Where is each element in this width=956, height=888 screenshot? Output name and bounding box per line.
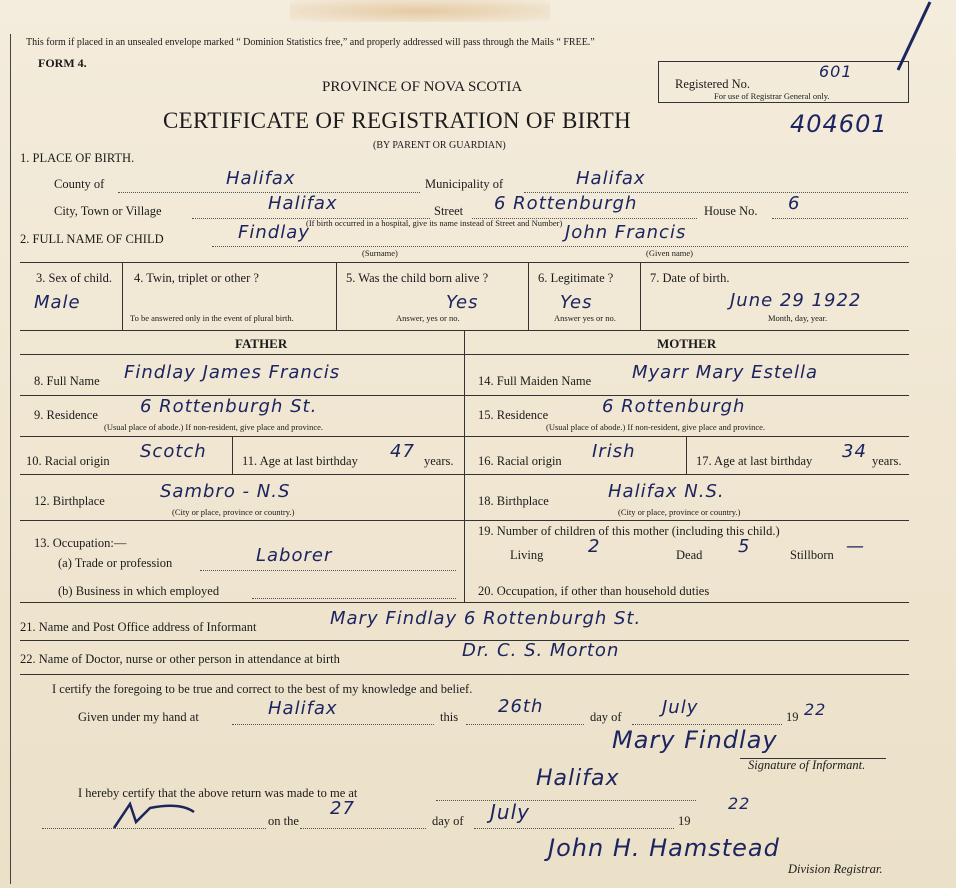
mother-residence-value: 6 Rottenburgh [602, 396, 746, 417]
county-value: Halifax [226, 168, 296, 189]
row3-divider-3 [528, 262, 529, 330]
child-given-name: John Francis [565, 222, 687, 243]
mail-notice: This form if placed in an unsealed envelope marked “ Dominion Statistics free,” and properly addressed will pass through the Mails “ FREE.” [26, 37, 595, 48]
registrar-left-line [42, 828, 266, 829]
year-prefix: 19 [786, 710, 799, 724]
twin-note: To be answered only in the event of plural birth. [130, 313, 294, 323]
alive-label: 5. Was the child born alive ? [346, 271, 489, 285]
mother-racial-label: 16. Racial origin [478, 454, 562, 468]
on-the-label: on the [268, 814, 299, 828]
row20-rule [20, 602, 909, 603]
registrar-day-line [300, 828, 426, 829]
legitimate-label: 6. Legitimate ? [538, 271, 614, 285]
father-age-value: 47 [390, 441, 415, 462]
dob-note: Month, day, year. [768, 313, 828, 323]
surname-note: (Surname) [362, 248, 398, 258]
mother-age-divider [686, 436, 687, 474]
row3-divider-2 [336, 262, 337, 330]
mother-birthplace-label: 18. Birthplace [478, 494, 549, 508]
twin-label: 4. Twin, triplet or other ? [134, 271, 259, 285]
informant-value: Mary Findlay 6 Rottenburgh St. [330, 608, 642, 629]
given-year-value: 22 [804, 700, 827, 719]
living-value: 2 [588, 536, 601, 557]
this-label: this [440, 710, 459, 724]
attendant-value: Dr. C. S. Morton [462, 640, 620, 661]
mother-residence-label: 15. Residence [478, 408, 549, 422]
registered-note: For use of Registrar General only. [714, 91, 830, 101]
father-name-value: Findlay James Francis [124, 362, 341, 383]
document-title: CERTIFICATE OF REGISTRATION OF BIRTH [163, 108, 632, 133]
alive-note: Answer, yes or no. [396, 313, 460, 323]
alive-value: Yes [446, 292, 479, 313]
given-day-value: 26th [498, 696, 544, 717]
father-occupation-label: 13. Occupation:— [34, 536, 127, 550]
hospital-note: (If birth occurred in a hospital, give its name instead of Street and Number) [306, 218, 563, 228]
registrar-month-value: July [490, 800, 530, 824]
stillborn-label: Stillborn [790, 548, 834, 562]
father-trade-value: Laborer [256, 545, 333, 566]
father-birthplace-note: (City or place, province or country.) [172, 507, 295, 517]
house-value: 6 [788, 193, 801, 214]
row10-rule [20, 474, 909, 475]
parents-divider [464, 330, 465, 602]
given-under-label: Given under my hand at [78, 710, 199, 724]
registrar-year-prefix: 19 [678, 814, 691, 828]
street-label: Street [434, 204, 464, 218]
mother-years-label: years. [872, 454, 902, 468]
city-value: Halifax [268, 193, 338, 214]
left-border [10, 34, 11, 884]
mother-birthplace-note: (City or place, province or country.) [618, 507, 741, 517]
living-label: Living [510, 548, 544, 562]
registrar-year-value: 22 [728, 794, 751, 813]
mother-birthplace-value: Halifax N.S. [608, 481, 725, 502]
mother-name-label: 14. Full Maiden Name [478, 374, 592, 388]
given-name-note: (Given name) [646, 248, 693, 258]
mother-heading: MOTHER [657, 336, 717, 351]
child-name-label: 2. FULL NAME OF CHILD [20, 232, 164, 246]
registrar-day-value: 27 [330, 798, 355, 819]
registered-box [658, 61, 909, 103]
row3-top-rule [20, 262, 909, 263]
stillborn-value: — [846, 536, 865, 557]
city-label: City, Town or Village [54, 204, 162, 218]
father-heading: FATHER [235, 336, 288, 351]
legitimate-value: Yes [560, 292, 593, 313]
form-number: FORM 4. [38, 56, 87, 70]
dead-label: Dead [676, 548, 703, 562]
given-month-value: July [662, 697, 699, 718]
informant-signature-label: Signature of Informant. [748, 758, 866, 772]
house-line [772, 218, 908, 219]
paper-stain [290, 0, 550, 22]
father-residence-label: 9. Residence [34, 408, 98, 422]
registrar-day-of-label: day of [432, 814, 464, 828]
father-residence-note: (Usual place of abode.) If non-resident, give place and province. [104, 422, 324, 432]
father-birthplace-value: Sambro - N.S [160, 481, 291, 502]
house-label: House No. [704, 204, 758, 218]
father-age-label: 11. Age at last birthday [242, 454, 358, 468]
municipality-label: Municipality of [425, 177, 504, 191]
mother-name-value: Myarr Mary Estella [632, 362, 818, 383]
sex-label: 3. Sex of child. [36, 271, 113, 285]
day-of-label: day of [590, 710, 622, 724]
row3-divider-4 [640, 262, 641, 330]
registrar-signature: John H. Hamstead [548, 834, 780, 862]
certificate-number: 404601 [790, 110, 888, 138]
mother-occupation-label: 20. Occupation, if other than household duties [478, 584, 710, 598]
given-day-line [466, 724, 584, 725]
street-value: 6 Rottenburgh [494, 193, 638, 214]
father-business-line [252, 598, 456, 599]
father-trade-line [200, 570, 456, 571]
dob-value: June 29 1922 [730, 290, 862, 311]
registered-label: Registered No. [675, 77, 750, 91]
division-registrar-label: Division Registrar. [788, 862, 883, 876]
father-residence-value: 6 Rottenburgh St. [140, 396, 318, 417]
child-surname: Findlay [238, 222, 310, 243]
father-racial-label: 10. Racial origin [26, 454, 110, 468]
registrar-statement: I hereby certify that the above return was made to me at [78, 786, 358, 800]
father-trade-label: (a) Trade or profession [58, 556, 173, 570]
informant-label: 21. Name and Post Office address of Informant [20, 620, 257, 634]
document-subtitle: (BY PARENT OR GUARDIAN) [373, 140, 506, 151]
certify-statement: I certify the foregoing to be true and correct to the best of my knowledge and belief. [52, 682, 473, 696]
dob-label: 7. Date of birth. [650, 271, 730, 285]
mother-age-label: 17. Age at last birthday [696, 454, 813, 468]
mother-residence-note: (Usual place of abode.) If non-resident, give place and province. [546, 422, 766, 432]
father-business-label: (b) Business in which employed [58, 584, 220, 598]
father-birthplace-label: 12. Birthplace [34, 494, 105, 508]
registered-value: 601 [819, 62, 853, 81]
registrar-place-value: Halifax [536, 766, 620, 791]
pen-stroke [878, 0, 938, 80]
registrar-initial-mark [110, 798, 200, 832]
place-of-birth-label: 1. PLACE OF BIRTH. [20, 151, 135, 165]
mother-children-label: 19. Number of children of this mother (including this child.) [478, 524, 780, 538]
mother-age-value: 34 [842, 441, 867, 462]
given-place-line [232, 724, 434, 725]
row22-rule [20, 674, 909, 675]
registrar-place-line [436, 800, 696, 801]
province-heading: PROVINCE OF NOVA SCOTIA [322, 79, 523, 95]
given-month-line [632, 724, 782, 725]
given-place-value: Halifax [268, 698, 338, 719]
row12-rule [20, 520, 909, 521]
registrar-month-line [474, 828, 674, 829]
row9-rule [20, 436, 909, 437]
father-age-divider [232, 436, 233, 474]
county-label: County of [54, 177, 105, 191]
mother-racial-value: Irish [592, 441, 636, 462]
father-years-label: years. [424, 454, 454, 468]
father-racial-value: Scotch [140, 441, 207, 462]
municipality-value: Halifax [576, 168, 646, 189]
informant-signature: Mary Findlay [612, 726, 778, 754]
row3-divider-1 [122, 262, 123, 330]
parents-heading-rule [20, 354, 909, 355]
child-name-line [212, 246, 908, 247]
sex-value: Male [34, 292, 81, 313]
father-name-label: 8. Full Name [34, 374, 100, 388]
dead-value: 5 [738, 536, 751, 557]
legitimate-note: Answer yes or no. [554, 313, 616, 323]
attendant-label: 22. Name of Doctor, nurse or other person in attendance at birth [20, 652, 340, 666]
